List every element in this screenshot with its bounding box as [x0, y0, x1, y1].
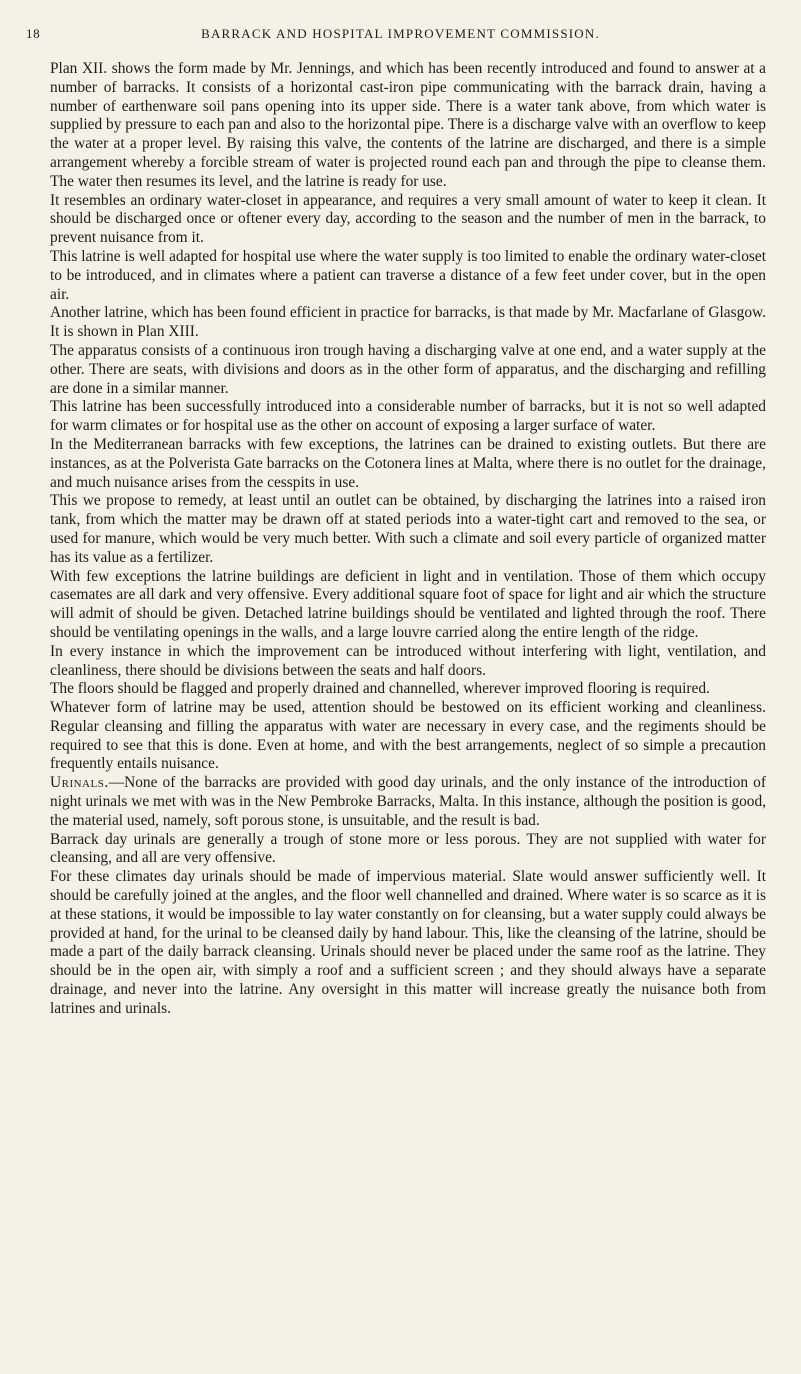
paragraph: Another latrine, which has been found efficient in practice for barracks, is that made by Mr. Macfarlane of Glasgow. It is shown in Plan XIII. [50, 304, 766, 341]
paragraph: In every instance in which the improvement can be introduced without interfering with light, ventilation, and cleanliness, there should be divisions between the seats and half doors. [50, 642, 766, 679]
paragraph: This latrine is well adapted for hospital use where the water supply is too limited to enable the ordinary water-closet to be introduced, and in climates where a patient can traverse a distance of a few feet under cover, but in the open air. [50, 247, 766, 303]
running-head [26, 26, 775, 48]
body-text [50, 60, 766, 1019]
urinals-text: —None of the barracks are provided with good day urinals, and the only instance of the introduction of night urinals we met with was in the New Pembroke Barracks, Malta. In this instance, although the position is good, the material used, namely, soft porous stone, is unsuitable, and the result is bad. [50, 774, 766, 829]
urinals-heading: Urinals. [50, 774, 109, 792]
paragraph: In the Mediterranean barracks with few exceptions, the latrines can be drained to existing outlets. But there are instances, as at the Polverista Gate barracks on the Cotonera lines at Malta, where there is no outlet for the drainage, and much nuisance arises from the cesspits in use. [50, 435, 766, 491]
paragraph: The apparatus consists of a continuous iron trough having a discharging valve at one end, and a water supply at the other. There are seats, with divisions and doors as in the other form of apparatus, and the discharging and refilling are done in a similar manner. [50, 341, 766, 397]
paragraph: Barrack day urinals are generally a trough of stone more or less porous. They are not supplied with water for cleansing, and all are very offensive. [50, 830, 766, 867]
urinals-paragraph [50, 774, 766, 830]
running-title: BARRACK AND HOSPITAL IMPROVEMENT COMMISSION. [201, 26, 600, 41]
paragraph: With few exceptions the latrine buildings are deficient in light and in ventilation. Those of them which occupy casemates are all dark and very offensive. Every additional square foot of space for light and air which the structure will admit of should be given. Detached latrine buildings should be ventilated and lighted through the roof. There should be ventilating openings in the walls, and a large louvre carried along the entire length of the ridge. [50, 567, 766, 641]
paragraph: Whatever form of latrine may be used, attention should be bestowed on its efficient working and cleanliness. Regular cleansing and filling the apparatus with water are necessary in every case, and the regiments should be required to see that this is done. Even at home, and with the best arrangements, neglect of so simple a precaution frequently entails nuisance. [50, 699, 766, 773]
paragraph: Plan XII. shows the form made by Mr. Jennings, and which has been recently introduced and found to answer at a number of barracks. It consists of a horizontal cast-iron pipe communicating with the barrack drain, having a number of earthenware soil pans opening into its upper side. There is a water tank above, from which water is supplied by pressure to each pan and also to the horizontal pipe. There is a discharge valve with an overflow to keep the water at a proper level. By raising this valve, the contents of the latrine are discharged, and there is a simple arrangement whereby a forcible stream of water is projected round each pan and through the pipe to cleanse them. The water then resumes its level, and the latrine is ready for use. [50, 60, 766, 190]
page-number: 18 [26, 26, 41, 41]
paragraph: For these climates day urinals should be made of impervious material. Slate would answer sufficiently well. It should be carefully joined at the angles, and the floor well channelled and drained. Where water is so scarce as it is at these stations, it would be impossible to lay water constantly on for cleansing, but a water supply could always be provided at hand, for the urinal to be cleansed daily by hand labour. This, like the cleansing of the latrine, should be made a part of the daily barrack cleansing. Urinals should never be placed under the same roof as the latrine. They should be in the open air, with simply a roof and a sufficient screen ; and they should always have a separate drainage, and never into the latrine. Any oversight in this matter will increase greatly the nuisance both from latrines and urinals. [50, 868, 766, 1017]
paragraph: This we propose to remedy, at least until an outlet can be obtained, by discharging the latrines into a raised iron tank, from which the matter may be drawn off at stated periods into a water-tight cart and removed to the sea, or used for manure, which would be very much better. With such a climate and soil every particle of organized matter has its value as a fertilizer. [50, 492, 766, 566]
paragraph: It resembles an ordinary water-closet in appearance, and requires a very small amount of water to keep it clean. It should be discharged once or oftener every day, according to the season and the number of men in the barrack, to prevent nuisance from it. [50, 191, 766, 247]
paragraph: This latrine has been successfully introduced into a considerable number of barracks, but it is not so well adapted for warm climates or for hospital use as the other on account of exposing a larger surface of water. [50, 398, 766, 435]
paragraph: The floors should be flagged and properly drained and channelled, wherever improved flooring is required. [50, 680, 710, 698]
